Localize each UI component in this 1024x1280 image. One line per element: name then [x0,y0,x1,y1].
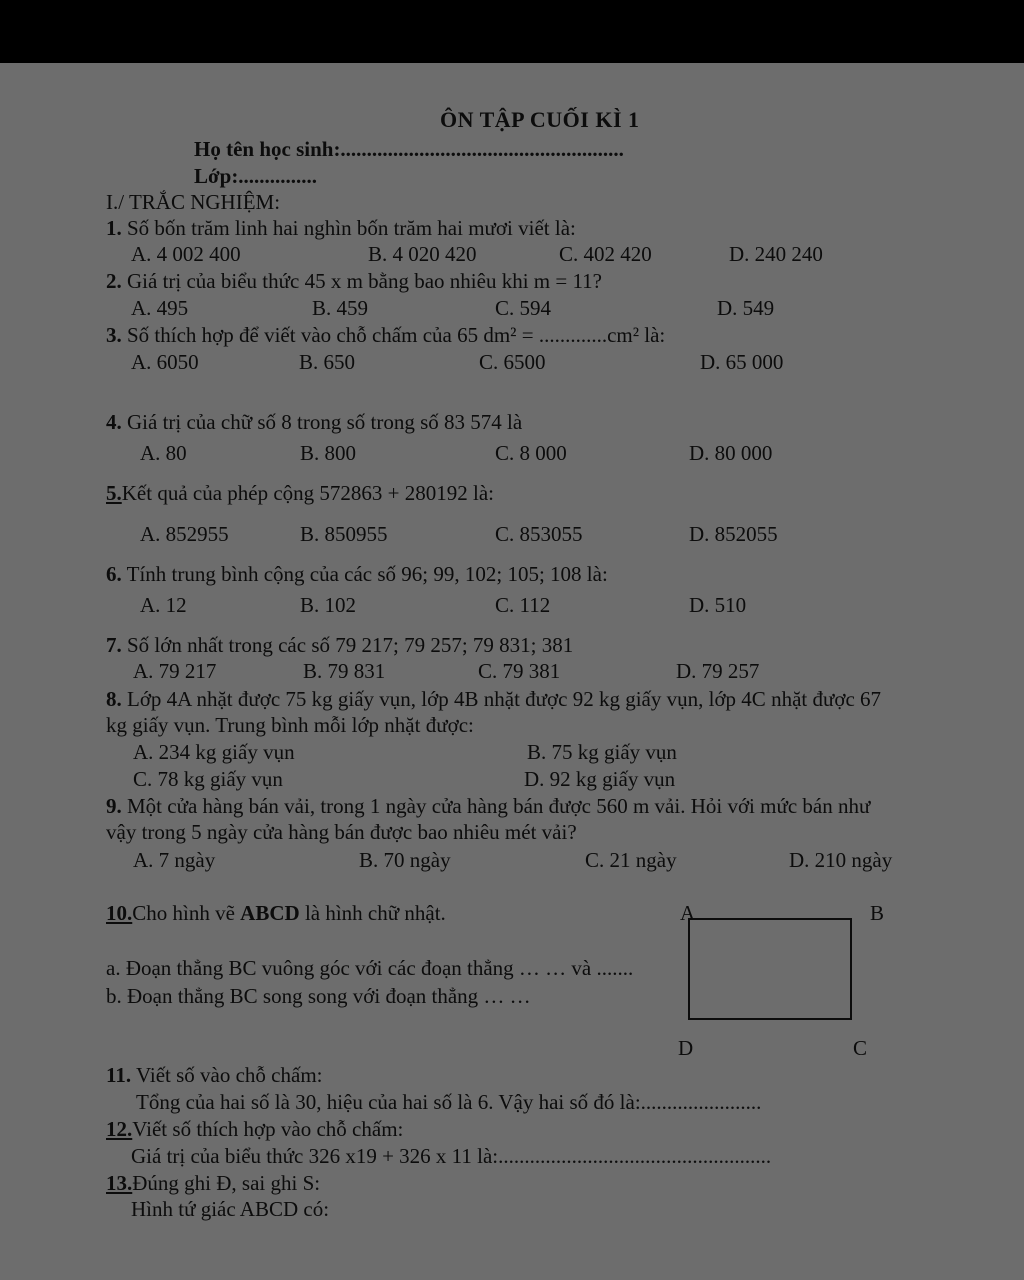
vertex-label-c: C [853,1036,868,1060]
question-2: 2. Giá trị của biểu thức 45 x m bằng bao nhiêu khi m = 11? [106,269,603,293]
q7-option-c: C. 79 381 [478,659,561,683]
q6-option-d: D. 510 [689,593,747,617]
question-4: 4. Giá trị của chữ số 8 trong số trong số 83 574 là [106,410,523,434]
question-12-line2: Giá trị của biểu thức 326 x19 + 326 x 11 là:.................................................... [131,1144,772,1168]
q2-option-b: B. 459 [312,296,369,320]
question-10: 10.Cho hình vẽ ABCD là hình chữ nhật. [106,901,446,925]
q9-option-b: B. 70 ngày [359,848,451,872]
question-11: 11. Viết số vào chỗ chấm: [106,1063,323,1087]
question-7: 7. Số lớn nhất trong các số 79 217; 79 257; 79 831; 381 [106,633,574,657]
q9-option-a: A. 7 ngày [133,848,216,872]
question-9: 9. Một cửa hàng bán vải, trong 1 ngày cửa hàng bán được 560 m vải. Hỏi với mức bán như [106,794,871,818]
vertex-label-b: B [870,901,885,925]
rectangle-abcd-figure [688,918,852,1020]
q8-option-d: D. 92 kg giấy vụn [524,767,676,791]
question-6: 6. Tính trung bình cộng của các số 96; 99, 102; 105; 108 là: [106,562,608,586]
question-8-line2: kg giấy vụn. Trung bình mỗi lớp nhặt được: [106,713,474,737]
page-title: ÔN TẬP CUỐI KÌ 1 [440,107,640,132]
q9-option-d: D. 210 ngày [789,848,893,872]
q8-option-b: B. 75 kg giấy vụn [527,740,677,764]
q5-option-a: A. 852955 [140,522,229,546]
question-12: 12.Viết số thích hợp vào chỗ chấm: [106,1117,404,1141]
question-10-part-b: b. Đoạn thẳng BC song song với đoạn thẳng … … [106,984,531,1008]
q6-option-a: A. 12 [140,593,187,617]
q5-option-d: D. 852055 [689,522,778,546]
q6-option-b: B. 102 [300,593,357,617]
q3-option-a: A. 6050 [131,350,199,374]
q8-option-a: A. 234 kg giấy vụn [133,740,295,764]
q7-option-b: B. 79 831 [303,659,386,683]
q4-option-a: A. 80 [140,441,187,465]
q6-option-c: C. 112 [495,593,551,617]
top-black-bar [0,0,1024,63]
q1-option-a: A. 4 002 400 [131,242,241,266]
q4-option-c: C. 8 000 [495,441,567,465]
q3-option-b: B. 650 [299,350,356,374]
q5-option-b: B. 850955 [300,522,388,546]
q1-option-d: D. 240 240 [729,242,823,266]
section-heading: I./ TRẮC NGHIỆM: [106,190,281,214]
q4-option-d: D. 80 000 [689,441,773,465]
question-13: 13.Đúng ghi Đ, sai ghi S: [106,1171,321,1195]
question-13-line2: Hình tứ giác ABCD có: [131,1197,330,1221]
q9-option-c: C. 21 ngày [585,848,677,872]
q7-option-d: D. 79 257 [676,659,760,683]
question-3: 3. Số thích hợp để viết vào chỗ chấm của 65 dm² = .............cm² là: [106,323,666,347]
q7-option-a: A. 79 217 [133,659,217,683]
question-8: 8. Lớp 4A nhặt được 75 kg giấy vụn, lớp 4B nhặt được 92 kg giấy vụn, lớp 4C nhặt được 67 [106,687,882,711]
q3-option-d: D. 65 000 [700,350,784,374]
q2-option-d: D. 549 [717,296,775,320]
q1-option-c: C. 402 420 [559,242,652,266]
q1-option-b: B. 4 020 420 [368,242,477,266]
q4-option-b: B. 800 [300,441,357,465]
q2-option-a: A. 495 [131,296,189,320]
vertex-label-a: A [680,901,696,925]
q8-option-c: C. 78 kg giấy vụn [133,767,283,791]
vertex-label-d: D [678,1036,694,1060]
question-9-line2: vậy trong 5 ngày cửa hàng bán được bao nhiêu mét vải? [106,820,577,844]
question-11-line2: Tổng của hai số là 30, hiệu của hai số là 6. Vậy hai số đó là:....................... [136,1090,762,1114]
question-5: 5.Kết quả của phép cộng 572863 + 280192 là: [106,481,495,505]
question-10-part-a: a. Đoạn thẳng BC vuông góc với các đoạn thẳng … … và ....... [106,956,634,980]
q2-option-c: C. 594 [495,296,552,320]
q3-option-c: C. 6500 [479,350,546,374]
question-1: 1. Số bốn trăm linh hai nghìn bốn trăm hai mươi viết là: [106,216,576,240]
student-name-field: Họ tên học sinh:...................................................... [194,137,624,161]
class-field: Lớp:............... [194,164,318,188]
q5-option-c: C. 853055 [495,522,583,546]
